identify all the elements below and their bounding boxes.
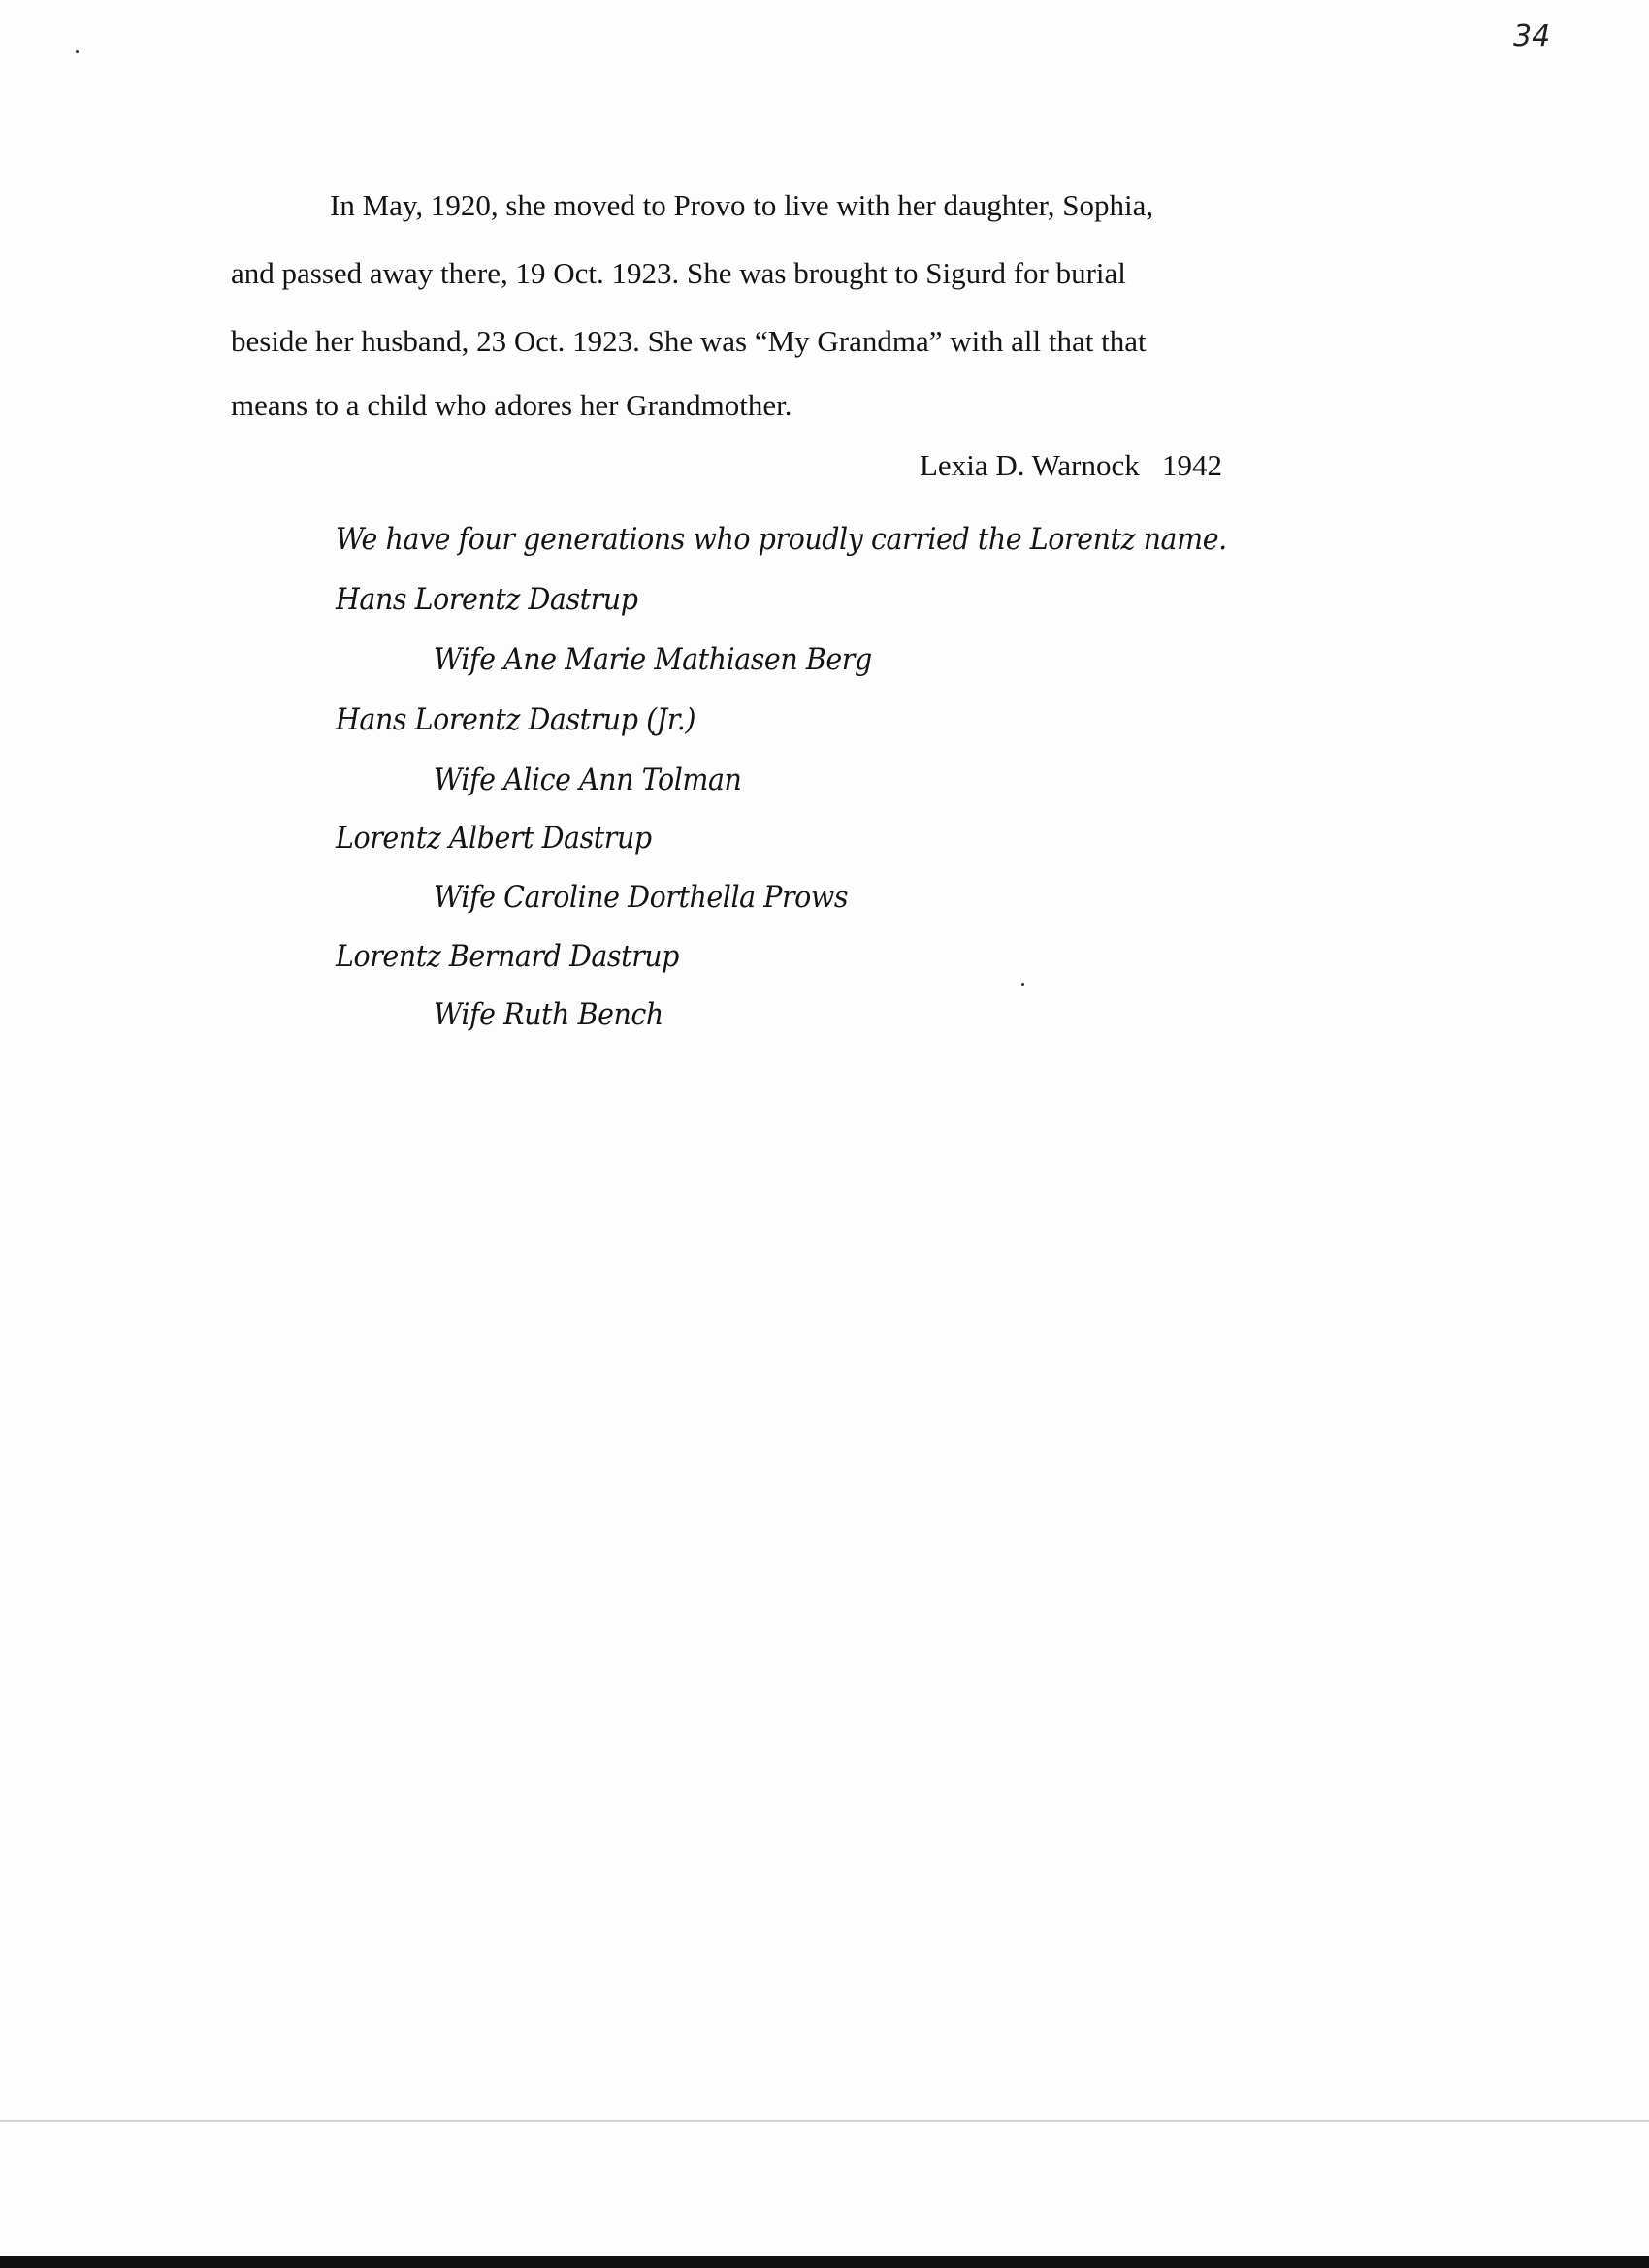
paragraph-line: In May, 1920, she moved to Provo to live with her daughter, Sophia, [330,188,1154,222]
paragraph-line: means to a child who adores her Grandmother. [231,388,792,422]
scan-bottom-border [0,2256,1649,2268]
generation-name: Lorentz Bernard Dastrup [336,939,679,974]
paragraph-line: and passed away there, 19 Oct. 1923. She was brought to Sigurd for burial [231,256,1126,290]
generation-name: Lorentz Albert Dastrup [336,821,652,856]
scan-speck [1021,983,1024,986]
generation-wife: Wife Ruth Bench [434,997,663,1032]
generation-wife: Wife Ane Marie Mathiasen Berg [434,642,872,677]
signature: Lexia D. Warnock 1942 [920,448,1223,482]
scan-edge-line [0,2120,1649,2122]
generation-wife: Wife Alice Ann Tolman [434,762,742,797]
generation-wife: Wife Caroline Dorthella Prows [434,880,849,915]
generation-name: Hans Lorentz Dastrup [336,582,638,617]
scan-speck [76,50,79,53]
paragraph-line: beside her husband, 23 Oct. 1923. She was “My Grandma” with all that that [231,324,1147,358]
page-number: 34 [1513,19,1551,53]
generations-intro: We have four generations who proudly carried the Lorentz name. [336,522,1227,557]
generation-name: Hans Lorentz Dastrup (Jr.) [336,702,696,737]
